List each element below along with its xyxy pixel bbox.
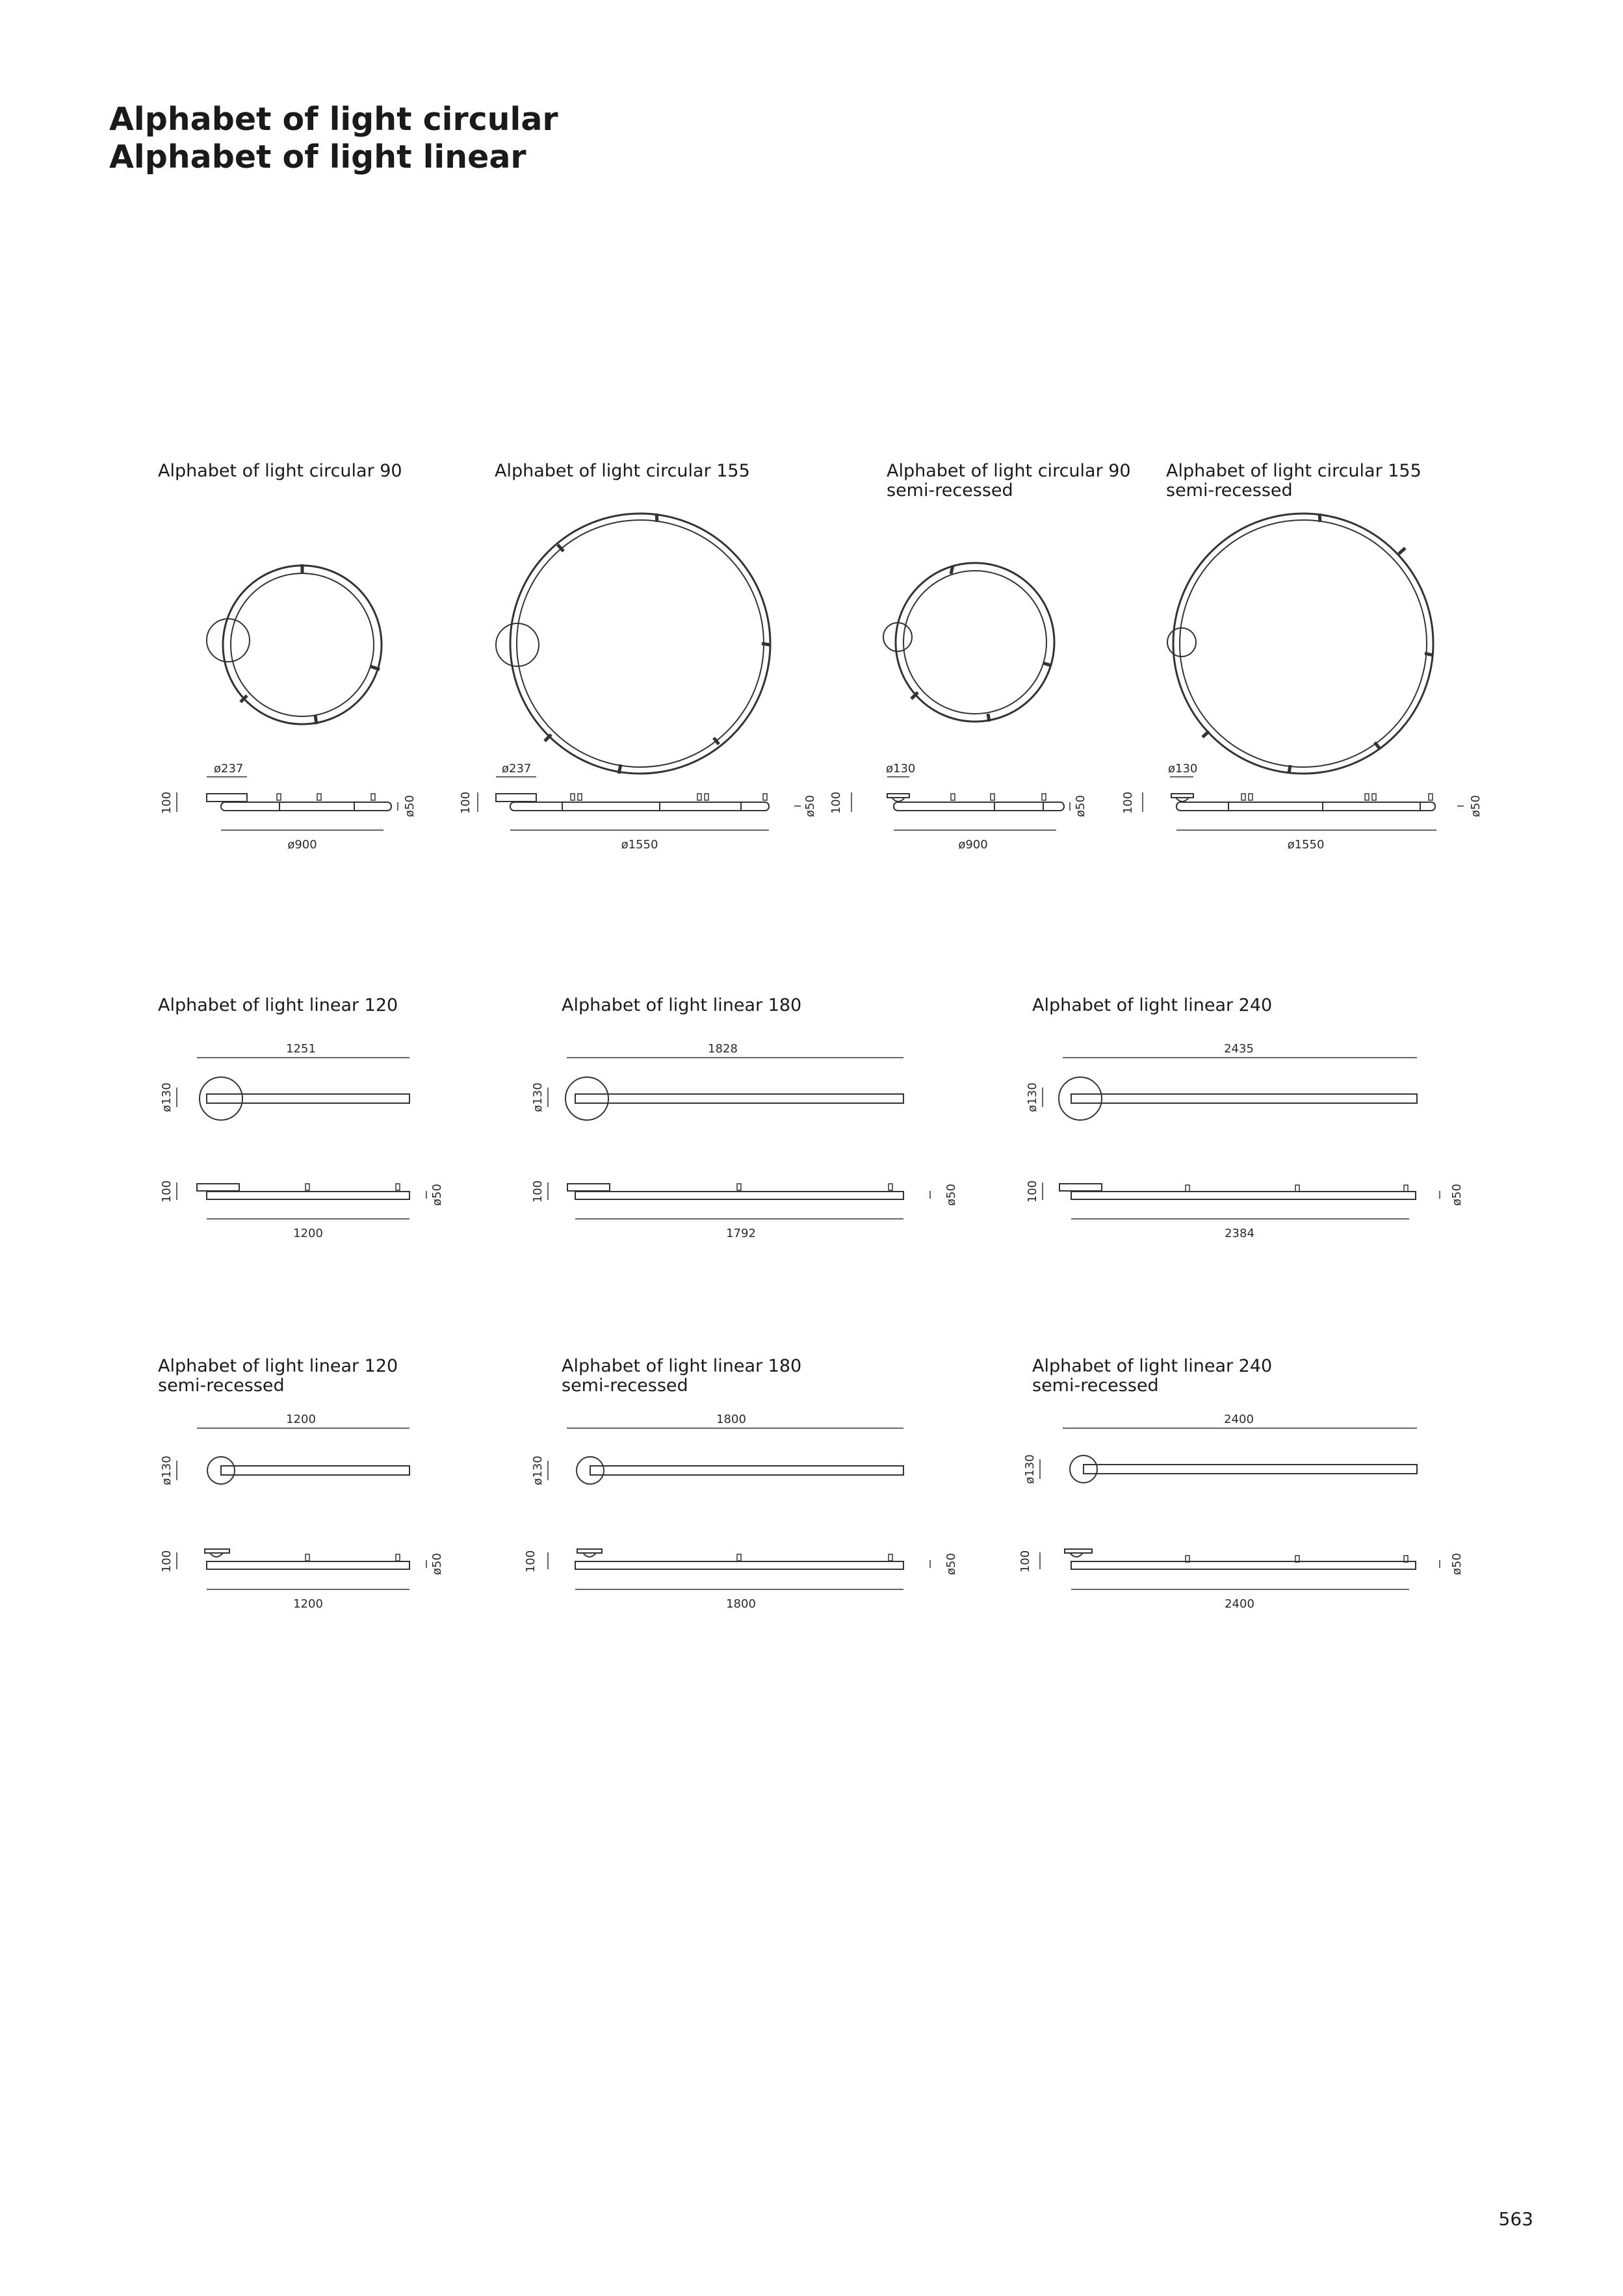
dim-canopy-label: ø130 [1168, 762, 1198, 776]
product-title-circular-155: Alphabet of light circular 155 [495, 461, 750, 481]
product-title-linear-240: Alphabet of light linear 240 [1032, 995, 1273, 1015]
product-title-circular-90: Alphabet of light circular 90 [158, 461, 402, 481]
dim-tube-label: ø50 [403, 795, 417, 817]
dim-tube-label: ø50 [944, 1184, 958, 1206]
drawing-linear-120 [160, 1042, 444, 1240]
dim-canopy-label: ø237 [214, 762, 244, 776]
dim-height-label: 100 [531, 1180, 545, 1203]
drawing-linear-240-semi-recessed [1019, 1413, 1464, 1611]
dim-length-label: 2435 [1224, 1042, 1254, 1056]
dim-height-label: 100 [524, 1550, 538, 1573]
product-title-linear-180-semi-recessed: Alphabet of light linear 180 semi-recessed [562, 1356, 802, 1396]
drawing-linear-180 [531, 1042, 958, 1240]
dim-height-label: 100 [160, 1180, 174, 1203]
drawing-linear-180-semi-recessed [524, 1413, 958, 1611]
product-title-linear-120-semi-recessed: Alphabet of light linear 120 semi-recessed [158, 1356, 398, 1396]
dim-length-label: 2400 [1225, 1597, 1254, 1611]
drawing-linear-120-semi-recessed [160, 1413, 444, 1611]
product-title-linear-180: Alphabet of light linear 180 [562, 995, 802, 1015]
dim-height-label: 100 [160, 1550, 174, 1573]
product-title-circular-90-semi-recessed: Alphabet of light circular 90 semi-recessed [887, 461, 1131, 501]
dim-canopy-label: ø130 [531, 1455, 545, 1485]
dim-length-label: 1200 [293, 1597, 323, 1611]
dim-length-label: 1800 [716, 1413, 746, 1426]
page-number: 563 [1498, 2208, 1533, 2230]
dim-tube-label: ø50 [1469, 795, 1483, 817]
dim-length-label: 2400 [1224, 1413, 1254, 1426]
drawing-circular-90-semi-recessed [829, 563, 1087, 852]
dim-canopy-label: ø130 [531, 1082, 545, 1112]
dim-length-label: 1251 [286, 1042, 316, 1056]
product-title-linear-120: Alphabet of light linear 120 [158, 995, 398, 1015]
dim-canopy-label: ø130 [1023, 1454, 1037, 1484]
product-title-linear-240-semi-recessed: Alphabet of light linear 240 semi-recessed [1032, 1356, 1273, 1396]
dim-length-label: 1200 [286, 1413, 316, 1426]
page-title-line-2: Alphabet of light linear [109, 138, 526, 176]
dim-length-label: 1800 [726, 1597, 756, 1611]
dim-diameter-label: ø900 [958, 838, 988, 852]
dim-tube-label: ø50 [1450, 1184, 1464, 1206]
dim-canopy-label: ø237 [502, 762, 532, 776]
dim-tube-label: ø50 [430, 1184, 444, 1206]
dim-tube-label: ø50 [1074, 795, 1087, 817]
dim-tube-label: ø50 [803, 795, 817, 817]
drawing-circular-155-semi-recessed [1121, 514, 1483, 852]
dim-canopy-label: ø130 [160, 1455, 174, 1485]
dim-canopy-label: ø130 [1026, 1082, 1039, 1112]
drawing-circular-155 [459, 514, 817, 852]
dim-height-label: 100 [1019, 1550, 1032, 1573]
dim-length-label: 1792 [726, 1227, 756, 1240]
dim-height-label: 100 [1121, 791, 1135, 815]
page-title-line-1: Alphabet of light circular [109, 101, 558, 138]
dim-tube-label: ø50 [944, 1553, 958, 1575]
dim-diameter-label: ø1550 [1287, 838, 1325, 852]
dim-height-label: 100 [459, 791, 473, 815]
drawing-linear-240 [1026, 1042, 1464, 1240]
dim-canopy-label: ø130 [886, 762, 916, 776]
dim-height-label: 100 [1026, 1180, 1039, 1203]
dim-length-label: 2384 [1225, 1227, 1254, 1240]
dim-diameter-label: ø1550 [621, 838, 658, 852]
dim-canopy-label: ø130 [160, 1082, 174, 1112]
dim-tube-label: ø50 [1450, 1553, 1464, 1575]
dim-height-label: 100 [829, 791, 843, 815]
dim-length-label: 1200 [293, 1227, 323, 1240]
dim-length-label: 1828 [708, 1042, 738, 1056]
drawing-circular-90 [160, 564, 417, 852]
dim-tube-label: ø50 [430, 1553, 444, 1575]
dim-height-label: 100 [160, 791, 174, 815]
product-title-circular-155-semi-recessed: Alphabet of light circular 155 semi-recessed [1166, 461, 1422, 501]
dim-diameter-label: ø900 [287, 838, 317, 852]
